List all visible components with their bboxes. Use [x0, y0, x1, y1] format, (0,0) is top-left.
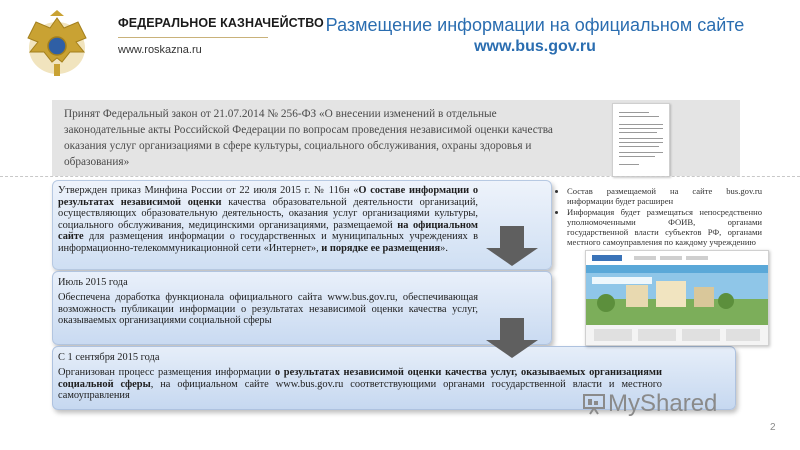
document-thumbnail-icon — [612, 103, 670, 177]
org-name: ФЕДЕРАЛЬНОЕ КАЗНАЧЕЙСТВО — [118, 16, 324, 30]
step-3-text: Организован процесс размещения информации о результатах независимой оценки качества услуг, оказываемых организациями социальной сферы, на официальном сайте www.bus.gov.ru соответствующими органами государственной власти и местного самоуправления — [58, 367, 662, 402]
law-text: Принят Федеральный закон от 21.07.2014 № 256-ФЗ «О внесении изменений в отдельные законодательные акты Российской Федерации по вопросам проведения независимой оценки качества оказания услуг организациями в сфере культуры, социального обслуживания, охраны здоровья и образования» — [64, 108, 553, 168]
bullet-item: • Состав размещаемой на сайте bus.gov.ru информации будет расширен — [567, 186, 762, 206]
slide-subtitle-url[interactable]: www.bus.gov.ru — [474, 38, 596, 55]
org-url[interactable]: www.roskazna.ru — [118, 44, 202, 56]
step-2-heading: Июль 2015 года — [58, 277, 128, 288]
divider — [118, 37, 268, 38]
step-1-text: Утвержден приказ Минфина России от 22 июля 2015 г. № 116н «О составе информации о результатах независимой оценки качества образовательной деятельности организаций, осуществляющих образовательную деятельность, оказания услуг организациями культуры, социального обслуживания, медицинскими организациями, размещаемой на официальном сайте для размещения информации о государственных и муниципальных учреждениях в информационно-телекоммуникационной сети «Интернет», и порядке ее размещения». — [58, 185, 479, 254]
dashed-divider — [0, 176, 800, 177]
website-screenshot — [585, 250, 769, 346]
bullet-item: • Информация будет размещаться непосредственно уполномоченными ФОИВ, органами государственной власти субъектов РФ, органами местного самоуправления по каждому учреждению — [567, 207, 762, 247]
step-3-heading: С 1 сентября 2015 года — [58, 352, 160, 363]
slide-title: Размещение информации на официальном сайте — [325, 15, 745, 35]
presentation-icon — [582, 392, 606, 416]
emblem-icon — [14, 8, 100, 84]
page-number: 2 — [770, 422, 776, 433]
step-2-text: Обеспечена доработка функционала официального сайта www.bus.gov.ru, обеспечивающая возможность публикации информации о результатах независимой оценки качества услуг, оказываемых организациями социальной сферы — [58, 292, 478, 327]
watermark: MyShared — [608, 390, 718, 417]
info-bullets — [558, 186, 762, 248]
